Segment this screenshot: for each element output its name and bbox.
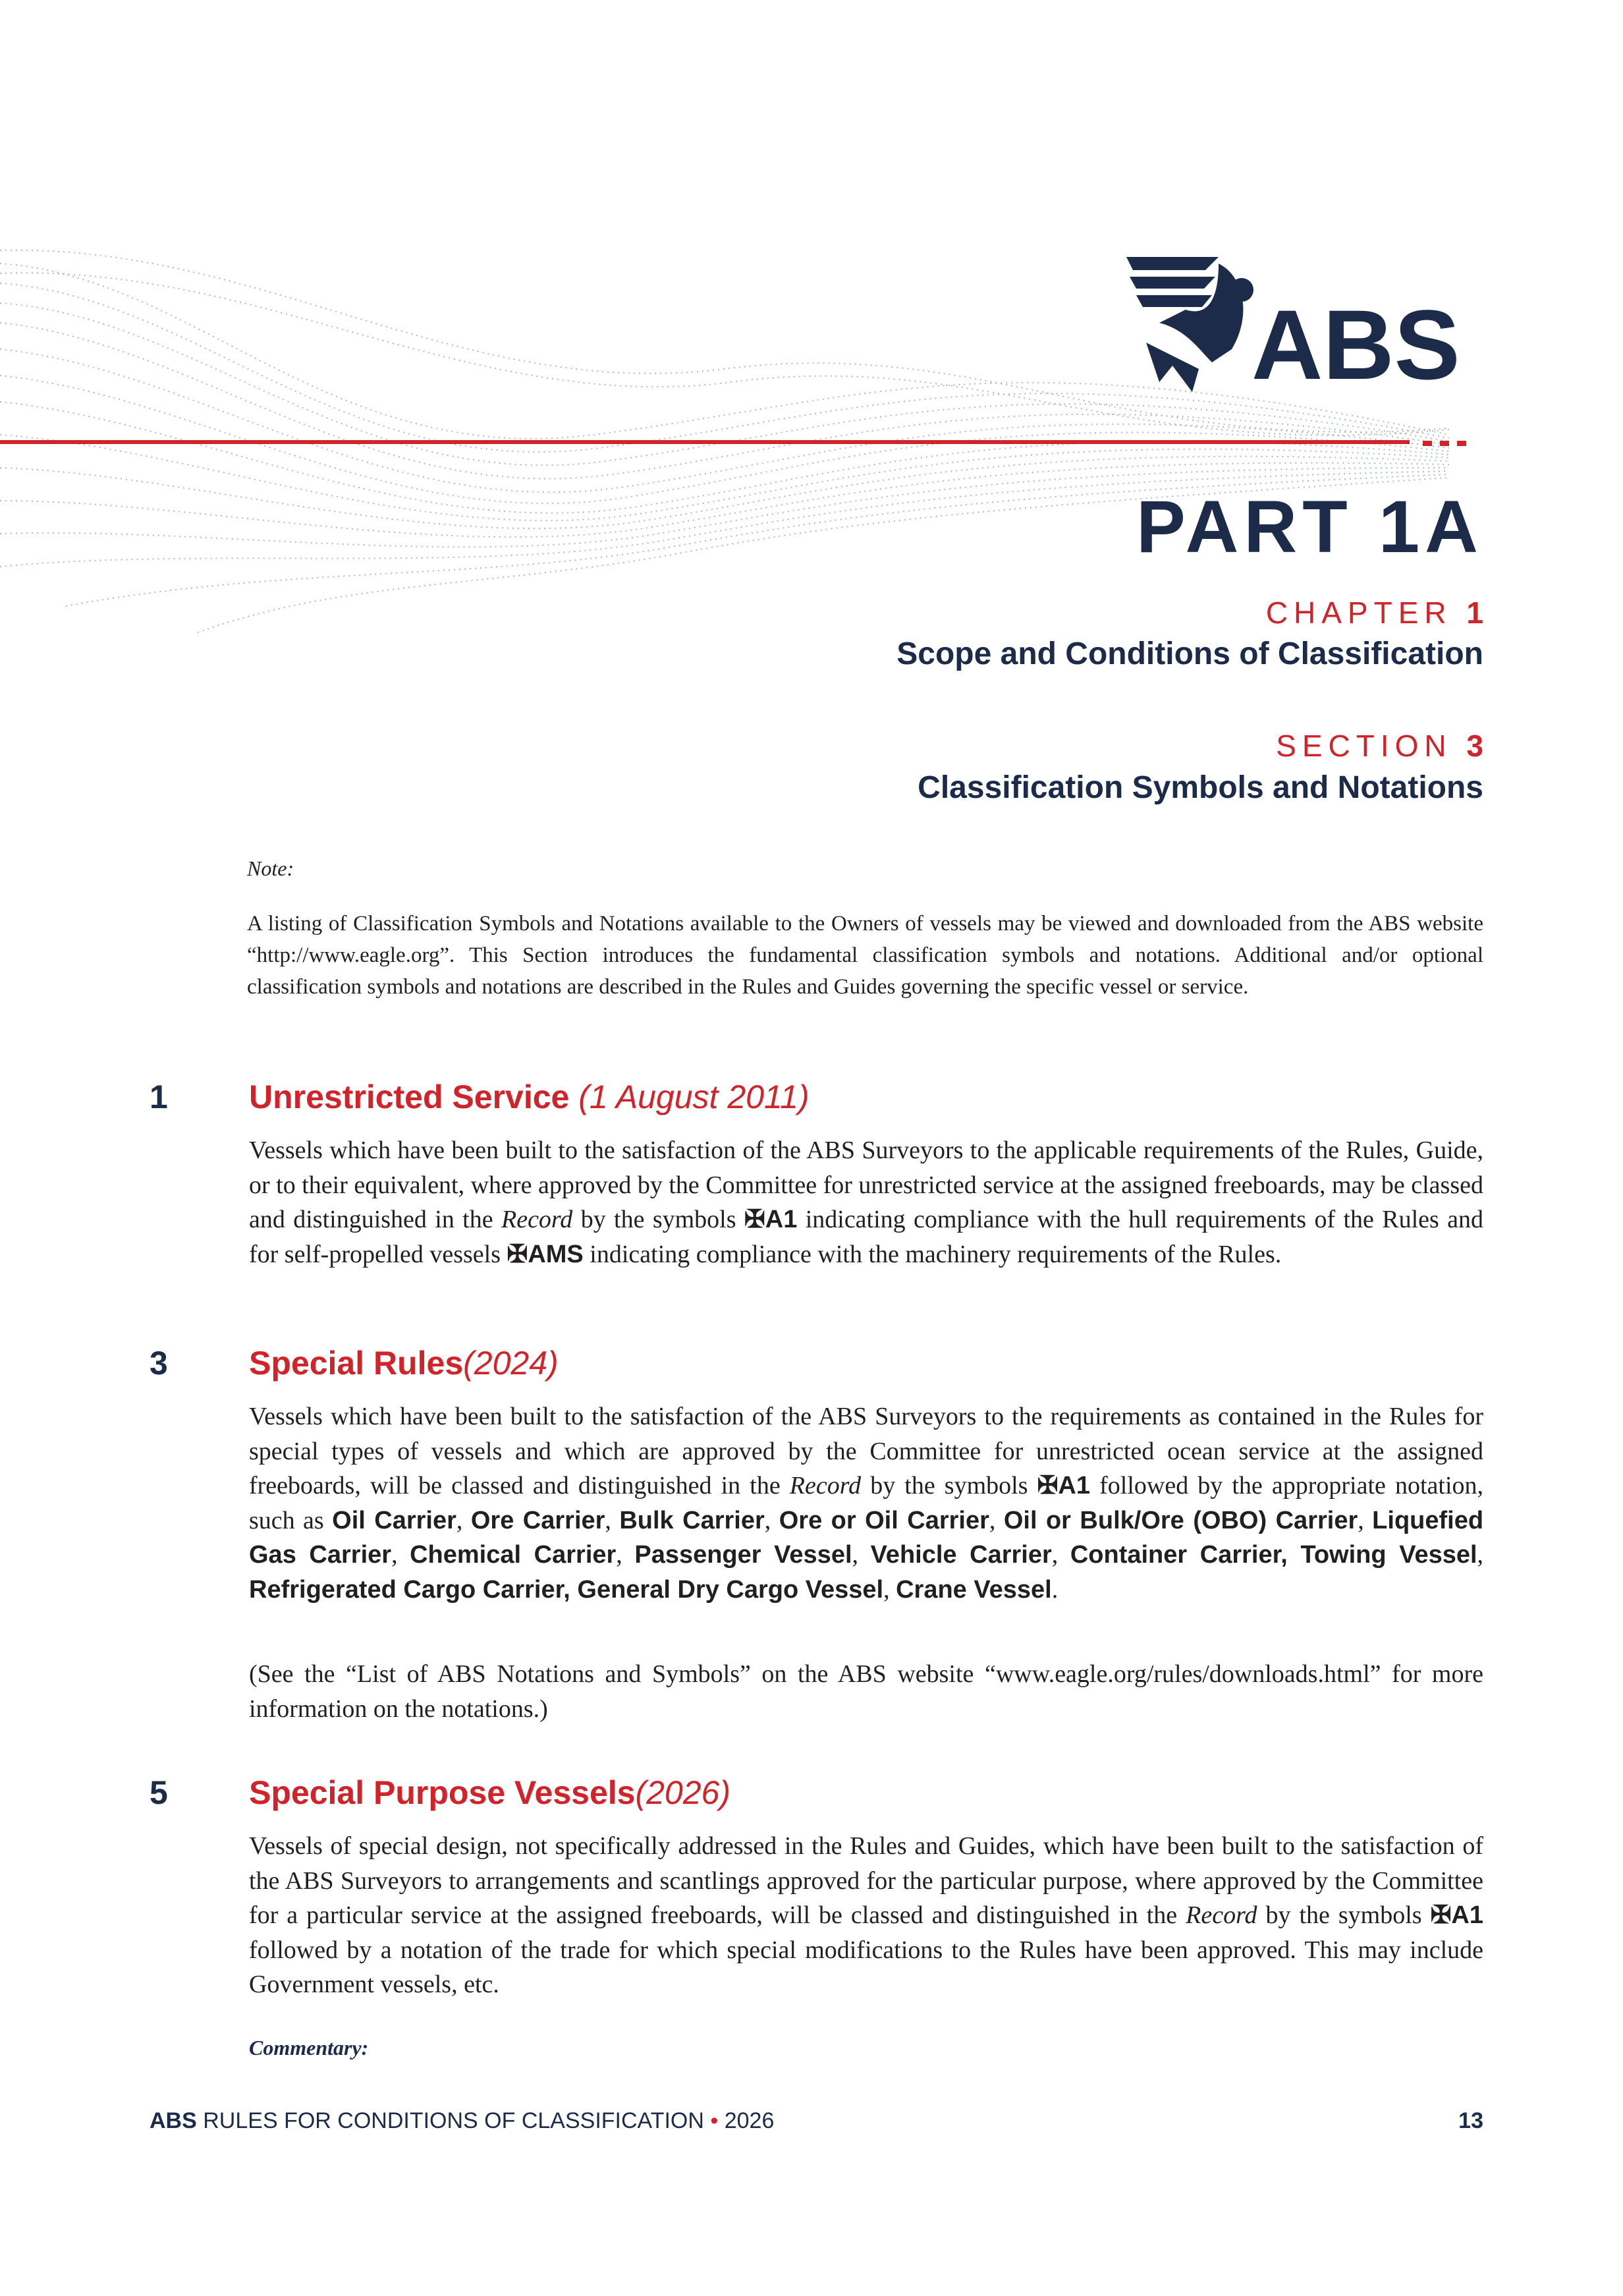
section-5-heading — [249, 1774, 730, 1812]
section-3-heading — [249, 1344, 559, 1382]
chapter-number: 1 — [1466, 596, 1483, 630]
section-3-paragraph: Vessels which have been built to the satisfaction of the ABS Surveyors to the requirements as contained in the Rules for special types of vessels and which are approved by the Committee for unrestricted ocean service at the assigned freeboards, will be classed and distinguished in the Record by the symbols ✠A1 followed by the appropriate notation, such as Oil Carrier, Ore Carrier, Bulk Carrier, Ore or Oil Carrier, Oil or Bulk/Ore (OBO) Carrier, Liquefied Gas Carrier, Chemical Carrier, Passenger Vessel, Vehicle Carrier, Container Carrier, Towing Vessel, Refrigerated Cargo Carrier, General Dry Cargo Vessel, Crane Vessel. — [249, 1403, 1484, 1604]
footer-brand: ABS — [150, 2108, 197, 2133]
text-run: by the symbols — [1265, 1901, 1422, 1929]
symbol-a1: ✠A1 — [1430, 1901, 1484, 1929]
section-5-title: Special Purpose Vessels — [249, 1774, 636, 1811]
text-run: Vessels which have been built to the satisfaction of the ABS Surveyors to the applicable requirements of the Rules, Guide, or to their equivalent, where approved by the Committee for unrestricted service at the assigned freeboards, may be classed and distinguished in the — [249, 1136, 1483, 1233]
section-3-see-note: (See the “List of ABS Notations and Symbols” on the ABS website “www.eagle.org/rules/downloads.html” for more information on the notations.) — [249, 1660, 1483, 1723]
section-5-date: (2026) — [635, 1774, 730, 1811]
chapter-label — [1266, 595, 1483, 630]
symbol-a1: ✠A1 — [744, 1206, 798, 1233]
header-rule — [0, 440, 1410, 444]
section-1-number: 1 — [150, 1078, 168, 1115]
text-run: followed by a notation of the trade for which special modifications to the Rules have been approved. This may include Government vessels, etc. — [249, 1936, 1483, 1998]
section-1-date: (1 August 2011) — [578, 1078, 810, 1115]
text-run: Vessels which have been built to the satisfaction of the ABS Surveyors to the requirements as contained in the Rules for special types of vessels and which are approved by the Committee for unrestricted ocean service at the assigned freeboards, will be classed and distinguished in the — [249, 1403, 1483, 1499]
symbol-ams: ✠AMS — [507, 1240, 584, 1268]
footer-separator: • — [710, 2108, 719, 2133]
section-5-paragraph — [249, 1829, 1483, 2002]
footer-title: RULES FOR CONDITIONS OF CLASSIFICATION — [203, 2108, 704, 2133]
section-label — [1276, 728, 1483, 764]
chapter-title: Scope and Conditions of Classification — [896, 636, 1483, 671]
note-label: Note: — [247, 856, 294, 880]
abs-logo — [1120, 250, 1489, 402]
notation: Ore Carrier — [470, 1506, 605, 1534]
page-number: 13 — [1458, 2108, 1483, 2133]
record-term: Record — [789, 1472, 862, 1499]
text-run: followed by the appropriate notation, such as — [249, 1472, 1484, 1534]
notation: Passenger Vessel — [634, 1541, 852, 1569]
section-3-date: (2024) — [463, 1345, 559, 1382]
text-run: Vessels of special design, not specifically addressed in the Rules and Guides, which have been built to the satisfaction of the ABS Surveyors to arrangements and scantlings approved for the particular purpose, where approved by the Committee for a particular service at the assigned freeboards, will be classed and distinguished in the — [249, 1832, 1483, 1929]
section-5-number: 5 — [150, 1774, 168, 1811]
footer-year: 2026 — [724, 2108, 775, 2133]
record-term: Record — [501, 1206, 573, 1233]
text-run: indicating compliance with the machinery requirements of the Rules. — [590, 1240, 1282, 1268]
notation: Chemical Carrier — [410, 1541, 617, 1569]
section-number: 3 — [1466, 729, 1483, 763]
notation: Vehicle Carrier — [870, 1541, 1052, 1569]
chapter-label-text: CHAPTER — [1265, 596, 1452, 630]
page-footer — [150, 2108, 1483, 2134]
section-label-text: SECTION — [1276, 729, 1452, 763]
section-1-paragraph — [249, 1133, 1483, 1272]
section-3-number: 3 — [150, 1345, 168, 1382]
record-term: Record — [1186, 1901, 1257, 1929]
notation: Liquefied Gas Carrier — [249, 1506, 1484, 1569]
notation: Ore or Oil Carrier — [779, 1506, 989, 1534]
text-run: by the symbols — [580, 1206, 736, 1233]
commentary-label: Commentary: — [249, 2036, 369, 2059]
section-title: Classification Symbols and Notations — [918, 770, 1483, 805]
notation: Bulk Carrier — [619, 1506, 765, 1534]
section-3-title: Special Rules — [249, 1345, 464, 1382]
notation: Oil Carrier — [332, 1506, 456, 1534]
section-1-heading — [249, 1078, 810, 1116]
abs-logo-text: ABS — [1252, 289, 1460, 400]
header-rule-dots — [1423, 437, 1474, 449]
notation: Container Carrier, Towing Vessel — [1070, 1541, 1477, 1569]
symbol-a1: ✠A1 — [1037, 1472, 1091, 1499]
part-title: PART 1A — [1136, 486, 1483, 568]
notation: Oil or Bulk/Ore (OBO) Carrier — [1003, 1506, 1358, 1534]
notation: Crane Vessel — [896, 1575, 1052, 1604]
note-text: A listing of Classification Symbols and Notations available to the Owners of vessels may be viewed and downloaded from the ABS website “http://www.eagle.org”. This Section introduces the fundamental classification symbols and notations. Additional and/or optional classification symbols and notations are described in the Rules and Guides governing the specific vessel or service. — [247, 912, 1483, 999]
section-1-title: Unrestricted Service — [249, 1078, 570, 1115]
notation: Refrigerated Cargo Carrier, General Dry Cargo Vessel — [249, 1575, 884, 1604]
text-run: by the symbols — [870, 1472, 1028, 1499]
text-run: indicating compliance with the hull requirements of the Rules and for self-propelled vessels — [249, 1206, 1484, 1268]
